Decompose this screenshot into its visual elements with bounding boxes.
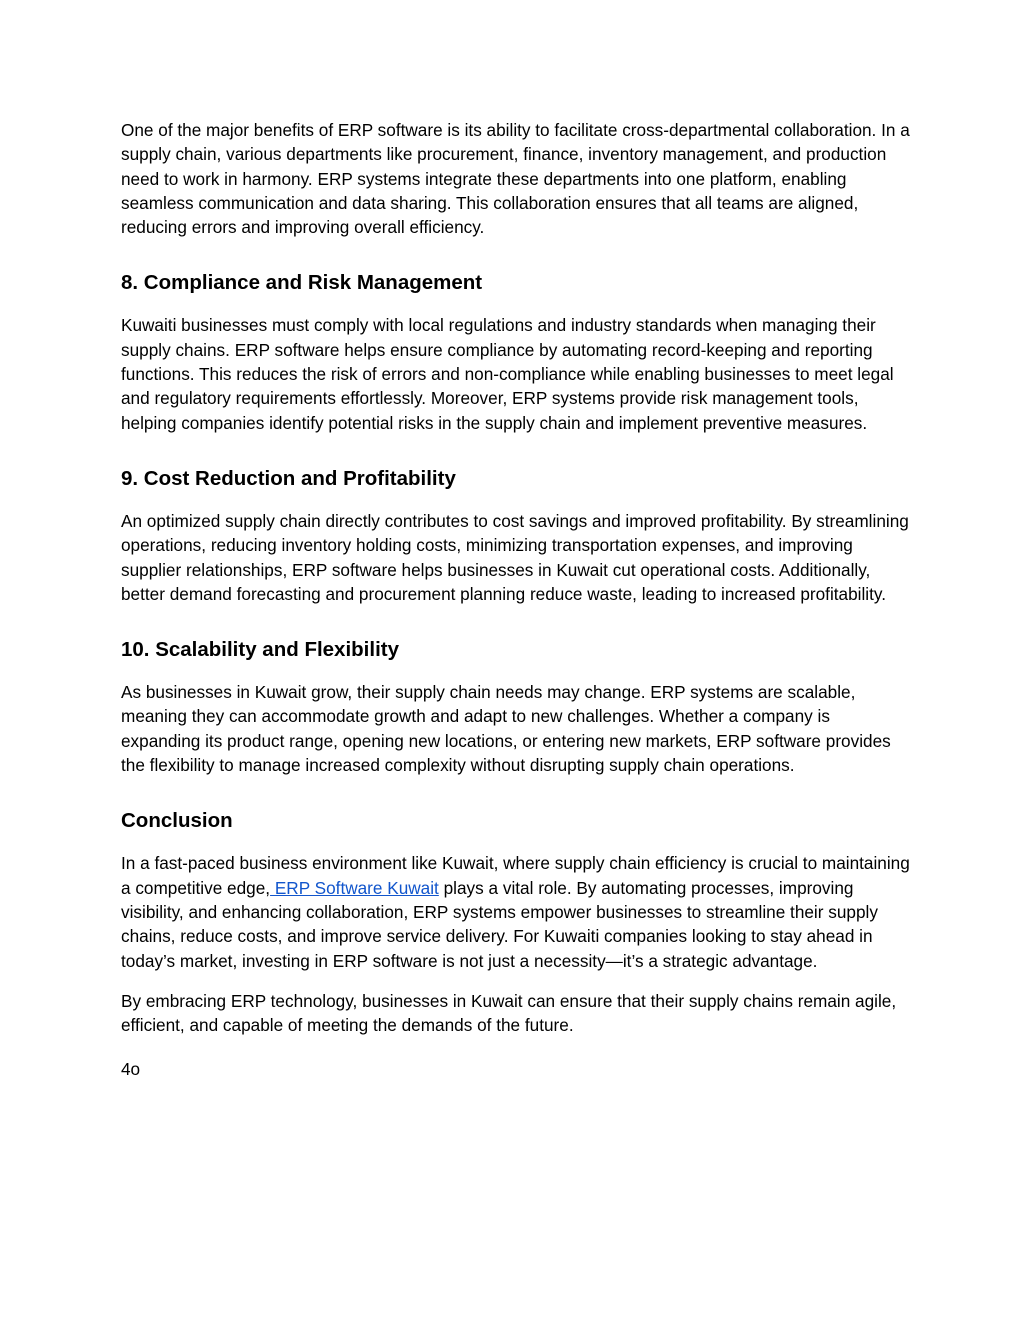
footer-text: 4o <box>121 1059 141 1080</box>
conclusion-heading: Conclusion <box>121 809 233 833</box>
document-page <box>121 118 911 1082</box>
intro-paragraph: One of the major benefits of ERP software is its ability to facilitate cross-departmental collaboration. In a supply chain, various departments like procurement, finance, inventory management, and production need to work in harmony. ERP systems integrate these departments into one platform, enabling seamless communication and data sharing. This collaboration ensures that all teams are aligned, reducing errors and improving overall efficiency. <box>121 120 910 238</box>
section-body-compliance: Kuwaiti businesses must comply with local regulations and industry standards when managing their supply chains. ERP software helps ensure compliance by automating record-keeping and reporting functions. This reduces the risk of errors and non-compliance while enabling businesses to meet legal and regulatory requirements effortlessly. Moreover, ERP systems provide risk management tools, helping companies identify potential risks in the supply chain and implement preventive measures. <box>121 315 894 433</box>
section-heading-scalability: 10. Scalability and Flexibility <box>121 638 399 662</box>
erp-software-kuwait-link[interactable]: ERP Software Kuwait <box>270 877 439 898</box>
conclusion-text-before-link: In a fast-paced business environment like Kuwait, where supply chain efficiency is crucial to maintaining a competitive edge, <box>121 853 910 898</box>
conclusion-paragraph-1 <box>121 851 911 972</box>
conclusion-paragraph-2: By embracing ERP technology, businesses in Kuwait can ensure that their supply chains remain agile, efficient, and capable of meeting the demands of the future. <box>121 990 897 1036</box>
conclusion-text-after-link: plays a vital role. By automating processes, improving visibility, and enhancing collaboration, ERP systems empower businesses to streamline their supply chains, reduce costs, and improve service delivery. For Kuwaiti companies looking to stay ahead in today’s market, investing in ERP software is not just a necessity—it’s a strategic advantage. <box>121 877 878 971</box>
section-body-cost-reduction: An optimized supply chain directly contributes to cost savings and improved profitability. By streamlining operations, reducing inventory holding costs, minimizing transportation expenses, and improving supplier relationships, ERP software helps businesses in Kuwait cut operational costs. Additionally, better demand forecasting and procurement planning reduce waste, leading to increased profitability. <box>121 510 909 604</box>
section-body-scalability: As businesses in Kuwait grow, their supply chain needs may change. ERP systems are scalable, meaning they can accommodate growth and adapt to new challenges. Whether a company is expanding its product range, opening new locations, or entering new markets, ERP software provides the flexibility to manage increased complexity without disrupting supply chain operations. <box>121 682 891 776</box>
section-heading-cost-reduction: 9. Cost Reduction and Profitability <box>121 466 456 490</box>
section-heading-compliance: 8. Compliance and Risk Management <box>121 271 483 295</box>
